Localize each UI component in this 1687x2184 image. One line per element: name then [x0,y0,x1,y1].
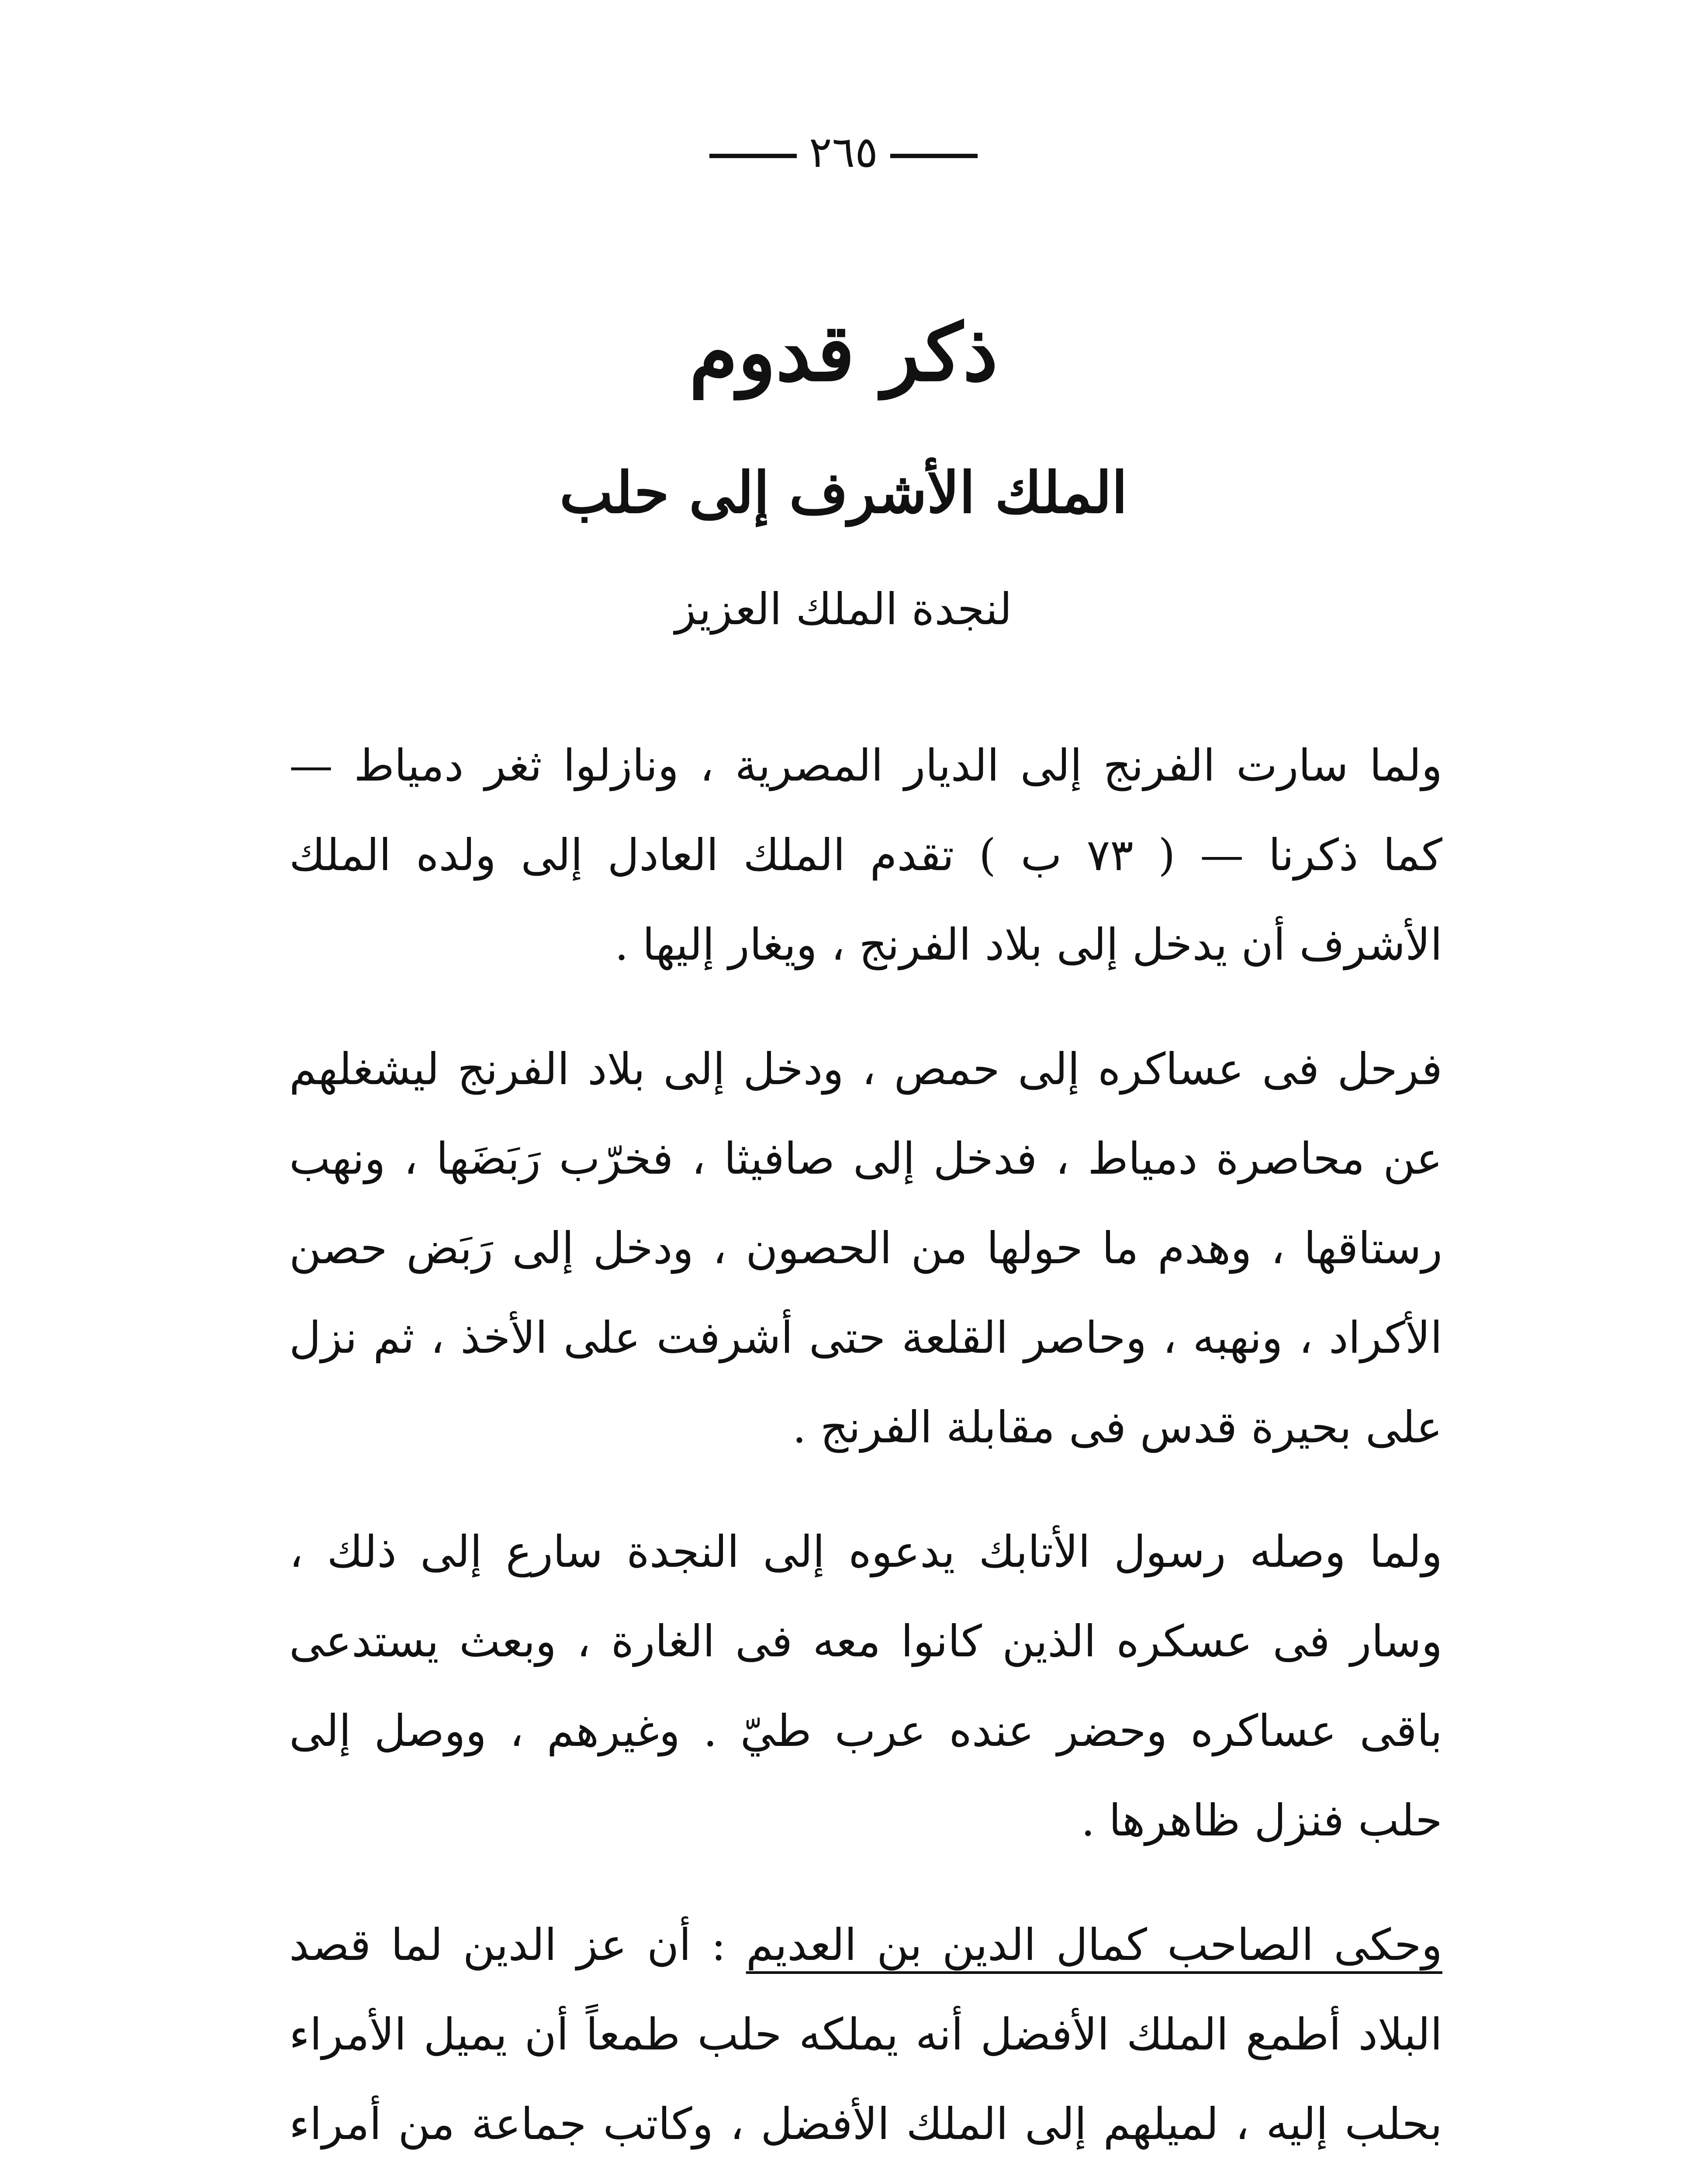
body-text [289,721,1442,2184]
page-number-dash-right [890,154,978,158]
page-number-text: ٢٦٥ [809,128,878,177]
page-number [0,128,1687,177]
paragraph-1: ولما سارت الفرنج إلى الديار المصرية ، ونازلوا ثغر دمياط — كما ذكرنا — ( ٧٣ ب ) تقدم الملك العادل إلى ولده الملك الأشرف أن يدخل إلى بلاد الفرنج ، ويغار إليها . [289,740,1443,970]
paragraph-4 [289,1900,1442,2184]
paragraph-2: فرحل فى عساكره إلى حمص ، ودخل إلى بلاد الفرنج ليشغلهم عن محاصرة دمياط ، فدخل إلى صافيثا ، فخرّب رَبَضَها ، ونهب رستاقها ، وهدم ما حولها من الحصون ، ودخل إلى رَبَض حصن الأكراد ، ونهبه ، وحاصر القلعة حتى أشرفت على الأخذ ، ثم نزل على بحيرة قدس فى مقابلة الفرنج . [289,1044,1442,1453]
paragraph-4-rest: : أن عز الدين لما قصد البلاد أطمع الملك الأفضل أنه يملكه حلب طمعاً أن يميل الأمراء بحلب إليه ، لميلهم إلى الملك الأفضل ، وكاتب جماعة من أمراء [289,1919,1442,2149]
section-subsubtitle: لنجدة الملك العزيز [675,584,1012,635]
page-number-dash-left [709,154,797,158]
paragraph-3: ولما وصله رسول الأتابك يدعوه إلى النجدة سارع إلى ذلك ، وسار فى عسكره الذين كانوا معه فى الغارة ، وبعث يستدعى باقى عساكره وحضر عنده عرب طيّ . وغيرهم ، ووصل إلى حلب فنزل ظاهرها . [289,1526,1442,1846]
section-title: ذكر قدوم [689,307,998,399]
paragraph-4-lead: وحكى الصاحب كمال الدين بن العديم [746,1919,1442,1970]
section-subtitle: الملك الأشرف إلى حلب [559,459,1128,526]
